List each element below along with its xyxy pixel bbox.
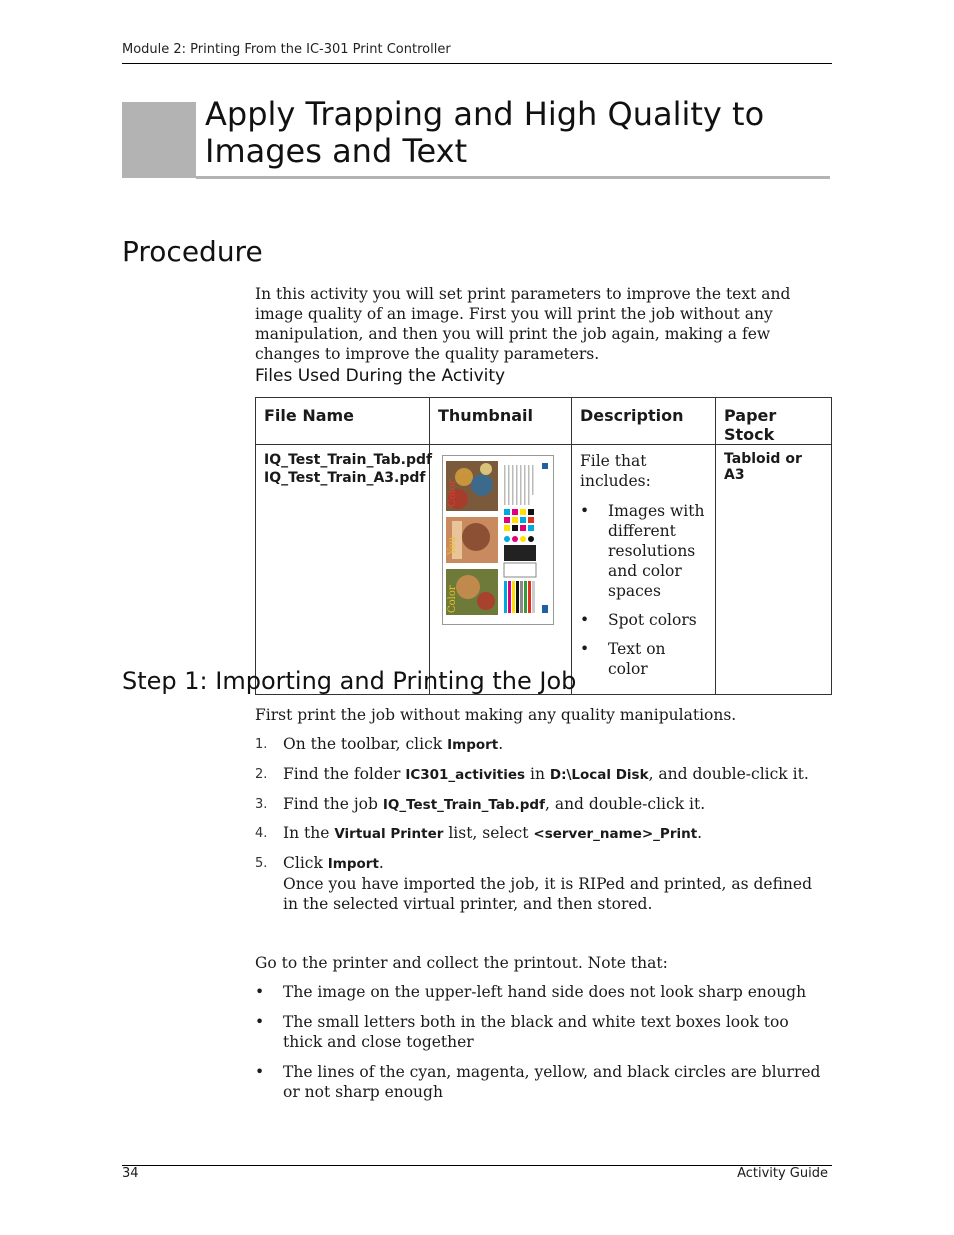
- note-item: [255, 1062, 830, 1102]
- paper-stock-cell: Tabloid or A3: [716, 445, 832, 695]
- step-text: Find the folder: [283, 765, 406, 783]
- column-header-thumbnail: Thumbnail: [430, 398, 572, 445]
- footer-rule: [122, 1165, 832, 1166]
- step-text: .: [697, 824, 703, 842]
- intro-paragraph: In this activity you will set print parameters to improve the text and image quality of an image. First you will print the job without any manipulation, and then you will print the job again, making a few changes to improve the quality parameters.: [255, 285, 791, 363]
- page-number: 34: [122, 1166, 139, 1181]
- description-item: • Images with different resolutions and color spaces: [580, 501, 707, 601]
- note-text: The small letters both in the black and white text boxes look too thick and close together: [283, 1013, 789, 1051]
- step-result: Once you have imported the job, it is RIPed and printed, as defined in the selected virtual printer, and then stored.: [283, 875, 812, 913]
- step-text: On the toolbar, click: [283, 735, 448, 753]
- description-list: [580, 501, 707, 679]
- ui-term: D:\Local Disk: [549, 767, 649, 783]
- title-underline: [196, 176, 830, 179]
- step-number: 4.: [255, 826, 268, 841]
- column-header-paper-stock: Paper Stock: [716, 398, 832, 445]
- column-header-file-name: File Name: [256, 398, 430, 445]
- note-text: The image on the upper-left hand side does not look sharp enough: [283, 983, 807, 1001]
- thumbnail-word-3: Color: [447, 585, 458, 613]
- ui-term: Import: [447, 737, 499, 753]
- description-item: • Text on color: [580, 639, 707, 679]
- test-page-thumbnail: [442, 455, 554, 625]
- page-title: Apply Trapping and High Quality to Images and Text: [205, 95, 765, 170]
- step-item-2: [255, 764, 830, 785]
- file-name-tab: IQ_Test_Train_Tab.pdf: [264, 452, 433, 468]
- step1-intro: First print the job without making any quality manipulations.: [255, 706, 737, 724]
- step-text: .: [378, 854, 384, 872]
- bullet: •: [255, 1013, 265, 1031]
- ui-term: <server_name>_Print: [533, 826, 698, 842]
- step-number: 5.: [255, 856, 268, 871]
- step-number: 3.: [255, 797, 268, 812]
- thumbnail-word-2: You: [447, 536, 458, 555]
- header-rule: [122, 63, 832, 64]
- step1-heading: Step 1: Importing and Printing the Job: [122, 667, 577, 695]
- ui-term: Virtual Printer: [334, 826, 444, 842]
- title-accent-block: [122, 102, 196, 178]
- step-number: 1.: [255, 737, 268, 752]
- file-name-cell: [256, 445, 433, 695]
- running-header: Module 2: Printing From the IC-301 Print Controller: [122, 42, 451, 57]
- table-row: [256, 445, 832, 695]
- table-header-row: [256, 398, 832, 445]
- note-item: [255, 1012, 830, 1052]
- thumbnail-cell: [430, 445, 572, 695]
- step-item-5: [255, 853, 830, 914]
- step-text: Click: [283, 854, 328, 872]
- step-text: , and double-click it.: [648, 765, 809, 783]
- description-item: • Spot colors: [580, 610, 707, 630]
- description-intro: File that includes:: [580, 452, 651, 490]
- note-item: [255, 982, 830, 1002]
- step-text: Find the job: [283, 795, 383, 813]
- bullet: •: [255, 983, 265, 1001]
- step-text: list, select: [443, 824, 534, 842]
- step-text: In the: [283, 824, 335, 842]
- collect-intro: Go to the printer and collect the printout. Note that:: [255, 954, 668, 972]
- ui-term: Import: [327, 856, 379, 872]
- ui-term: IC301_activities: [405, 767, 526, 783]
- step-item-1: [255, 734, 830, 755]
- thumbnail-word-1: Color: [447, 479, 458, 507]
- description-cell: [572, 445, 716, 695]
- procedure-heading: Procedure: [122, 235, 263, 268]
- file-name-a3: IQ_Test_Train_A3.pdf: [264, 470, 426, 486]
- step-text: .: [498, 735, 504, 753]
- column-header-description: Description: [572, 398, 716, 445]
- note-text: The lines of the cyan, magenta, yellow, and black circles are blurred or not sharp enough: [283, 1063, 821, 1101]
- table-caption: Files Used During the Activity: [255, 366, 506, 386]
- ui-term: IQ_Test_Train_Tab.pdf: [382, 797, 545, 813]
- footer-guide-title: Activity Guide: [737, 1166, 828, 1181]
- step-text: , and double-click it.: [544, 795, 706, 813]
- step-text: in: [525, 765, 550, 783]
- step-item-3: [255, 794, 830, 815]
- step-number: 2.: [255, 767, 268, 782]
- bullet: •: [255, 1063, 265, 1081]
- files-table: [255, 397, 832, 695]
- step-item-4: [255, 823, 830, 844]
